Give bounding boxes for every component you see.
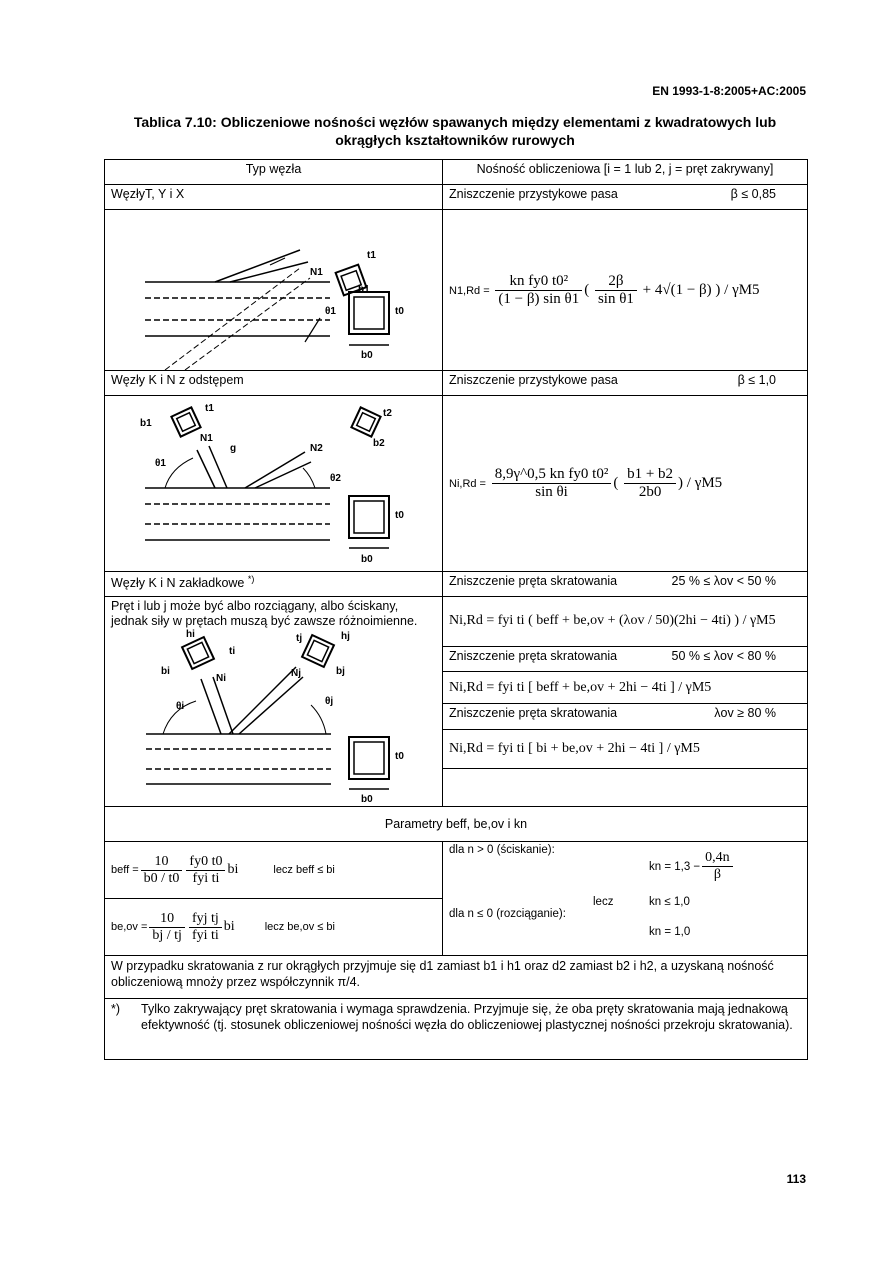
note-circular: W przypadku skratowania z rur okrągłych przyjmuje się d1 zamiast b1 i h1 oraz d2 zamiast b2 i h2, a uzyskaną nośność obliczeniową mnoży przez współczynnik π/4. xyxy=(105,956,808,999)
ty-formula-den: (1 − β) sin θ1 xyxy=(498,290,580,307)
beov-frac1-den: bj / tj xyxy=(152,927,182,943)
kn-max-text: kn ≤ 1,0 xyxy=(649,896,690,908)
kngap-fig-b2: b2 xyxy=(373,438,385,449)
footnote-row xyxy=(105,999,808,1060)
table-header-row xyxy=(105,160,808,185)
ty-formula-paren-den: sin θ1 xyxy=(597,290,634,307)
beff-tail: bi xyxy=(227,862,239,877)
knov-fig-t0: t0 xyxy=(395,751,404,762)
knov-formula1-row xyxy=(105,597,808,647)
kngap-label-row xyxy=(105,371,808,396)
knov-label-row xyxy=(105,572,808,597)
knov-formula2: Ni,Rd = fyi ti [ beff + be,ov + 2hi − 4ti ] / γM5 xyxy=(449,679,712,695)
ty-formula-lhs: N1,Rd = xyxy=(449,284,490,297)
kngap-fig-N2: N2 xyxy=(310,443,323,454)
kngap-fig-t0: t0 xyxy=(395,510,404,521)
kngap-formula-lhs: Ni,Rd = xyxy=(449,477,486,490)
ty-formula-paren-num: 2β xyxy=(595,273,637,291)
footnote-text: Tylko zakrywający pręt skratowania i wymaga sprawdzenia. Przyjmuje się, że oba pręty skratowania mają jednakową efektywność (tj. stosunek obliczeniowej nośności węzła do obliczeniowej plastycznej nośności przekroju skratowania). xyxy=(141,1002,793,1032)
ty-condition: β ≤ 0,85 xyxy=(730,187,776,201)
kngap-fig-t1: t1 xyxy=(205,403,214,414)
kn-neg-text: kn = 1,0 xyxy=(649,926,691,938)
caption-line-1: Tablica 7.10: Obliczeniowe nośności węzłów spawanych między elementami z kwadratowych lub xyxy=(133,114,777,130)
col-header-resistance: Nośność obliczeniowa [i = 1 lub 2, j = pręt zakrywany] xyxy=(443,160,808,185)
beov-frac2-num: fyj tj xyxy=(189,911,222,928)
kngap-formula: Ni,Rd = $\frac{\text{8,9γ\textasciicircum{}0,5 kn fy0 t0²}}{\text{sin θi}}$ ( $\frac{b1 + b2}{2b0}$ ) / γM5 xyxy=(449,466,723,500)
beff-lhs: beff = xyxy=(111,864,139,876)
knov-mode3: Zniszczenie pręta skratowania xyxy=(449,706,618,721)
page-number: 113 xyxy=(786,1172,806,1186)
kngap-formula-paren-num: b1 + b2 xyxy=(624,466,676,484)
ty-fig-b1: b1 xyxy=(358,284,370,295)
kngap-fig-b0: b0 xyxy=(361,554,373,565)
ty-fig-N1: N1 xyxy=(310,267,323,278)
lecz-text: lecz xyxy=(593,896,614,908)
kngap-title: Węzły K i N z odstępem xyxy=(105,371,443,396)
kngap-content-row xyxy=(105,396,808,572)
params-beff-row xyxy=(105,842,808,899)
knov-fig-hj: hj xyxy=(341,631,350,642)
footnote-mark: *) xyxy=(111,1002,121,1016)
knov-fig-Nj: Nj xyxy=(291,668,301,679)
beov-lhs: be,ov = xyxy=(111,921,148,933)
table-caption xyxy=(104,113,806,149)
knov-fig-thetaj: θj xyxy=(325,696,334,707)
knov-fig-tj: tj xyxy=(296,633,303,644)
params-title-row xyxy=(105,807,808,842)
ty-title: WęzłyT, Y i X xyxy=(105,185,443,210)
beov-frac2-den: fyi ti xyxy=(191,927,219,943)
beff-frac2-den: fyi ti xyxy=(192,870,220,886)
knov-formula1: Ni,Rd = fyi ti ( beff + be,ov + (λov / 50)(2hi − 4ti) ) / γM5 xyxy=(449,613,776,629)
ty-formula-tail: + 4√(1 − β) ) / γM5 xyxy=(642,281,760,298)
kngap-fig-g: g xyxy=(230,443,237,454)
kngap-formula-den: sin θi xyxy=(535,484,568,500)
kngap-fig-theta1: θ1 xyxy=(155,458,166,469)
col-header-type: Typ węzła xyxy=(105,160,443,185)
ty-formula-num: kn fy0 t0² xyxy=(495,273,582,291)
knov-mode2: Zniszczenie pręta skratowania xyxy=(449,648,618,663)
knov-title-mark: *) xyxy=(247,574,255,584)
ty-fig-t1: t1 xyxy=(367,250,376,261)
beff-frac1-den: b0 / t0 xyxy=(143,870,180,886)
knov-fig-thetai: θi xyxy=(176,701,185,712)
ty-fig-b0: b0 xyxy=(361,350,373,361)
knov-desc: Pręt i lub j może być albo rozciągany, albo ściskany, jednak siły w prętach muszą być zawsze różnoimienne. xyxy=(111,599,418,628)
standard-code: EN 1993-1-8:2005+AC:2005 xyxy=(652,84,806,98)
knov-cond3: λov ≥ 80 % xyxy=(714,706,776,721)
ty-label-row xyxy=(105,185,808,210)
resistance-table xyxy=(104,159,808,1060)
beov-frac1-num: 10 xyxy=(149,911,185,928)
knov-title: Węzły K i N zakładkowe xyxy=(111,576,245,591)
ty-content-row xyxy=(105,210,808,371)
kn-pos-den: β xyxy=(713,867,721,882)
kngap-fig-theta2: θ2 xyxy=(330,473,341,484)
kngap-fig-N1: N1 xyxy=(200,433,213,444)
knov-fig-Ni: Ni xyxy=(216,673,226,684)
n-pos-text: dla n > 0 (ściskanie): xyxy=(449,844,555,856)
beov-cond: lecz be,ov ≤ bi xyxy=(264,921,335,933)
kn-pos-lhs: kn = 1,3 − xyxy=(649,860,701,873)
kngap-formula-tail: / γM5 xyxy=(686,474,723,491)
kngap-fig-b1: b1 xyxy=(140,418,152,429)
beov-tail: bi xyxy=(223,919,235,934)
n-neg-text: dla n ≤ 0 (rozciąganie): xyxy=(449,908,566,920)
beff-frac1-num: 10 xyxy=(141,854,183,871)
knov-fig-b0: b0 xyxy=(361,794,373,804)
knov-mode1: Zniszczenie pręta skratowania xyxy=(449,574,618,588)
beff-cond: lecz beff ≤ bi xyxy=(273,864,335,876)
kn-pos-num: 0,4n xyxy=(702,850,733,867)
knov-fig-bi: bi xyxy=(161,666,170,677)
kngap-fig-t2: t2 xyxy=(383,408,392,419)
ty-joint-figure xyxy=(105,210,443,370)
kngap-mode: Zniszczenie przystykowe pasa xyxy=(449,373,618,387)
knov-formula3: Ni,Rd = fyi ti [ bi + be,ov + 2hi − 4ti ] / γM5 xyxy=(449,740,700,756)
kngap-formula-num: 8,9γ^0,5 kn fy0 t0² xyxy=(492,466,612,484)
ty-fig-theta1: θ1 xyxy=(325,306,336,317)
knov-fig-bj: bj xyxy=(336,666,345,677)
ty-mode: Zniszczenie przystykowe pasa xyxy=(449,187,618,201)
knov-fig-hi: hi xyxy=(186,629,195,640)
ty-formula: N1,Rd = $\frac{\text{kn fy0 t0²}}{\text{(1 − β) sin θ1}}$ ( $\frac{2\beta}{\text{sin θ1}}$ + 4√(1 − β) ) / γM5 xyxy=(449,272,760,307)
knov-fig-ti: ti xyxy=(229,646,236,657)
params-title: Parametry beff, be,ov i kn xyxy=(105,807,808,842)
caption-line-2: okrągłych kształtowników rurowych xyxy=(335,132,575,148)
kngap-condition: β ≤ 1,0 xyxy=(737,373,776,387)
kngap-joint-figure xyxy=(105,396,443,571)
kngap-formula-paren-den: 2b0 xyxy=(638,484,662,500)
ty-fig-t0: t0 xyxy=(395,306,404,317)
note-circular-row xyxy=(105,956,808,999)
knov-cond2: 50 % ≤ λov < 80 % xyxy=(671,648,776,663)
knov-joint-figure xyxy=(111,629,437,804)
knov-cond1: 25 % ≤ λov < 50 % xyxy=(671,574,776,588)
beff-frac2-num: fy0 t0 xyxy=(186,854,225,871)
